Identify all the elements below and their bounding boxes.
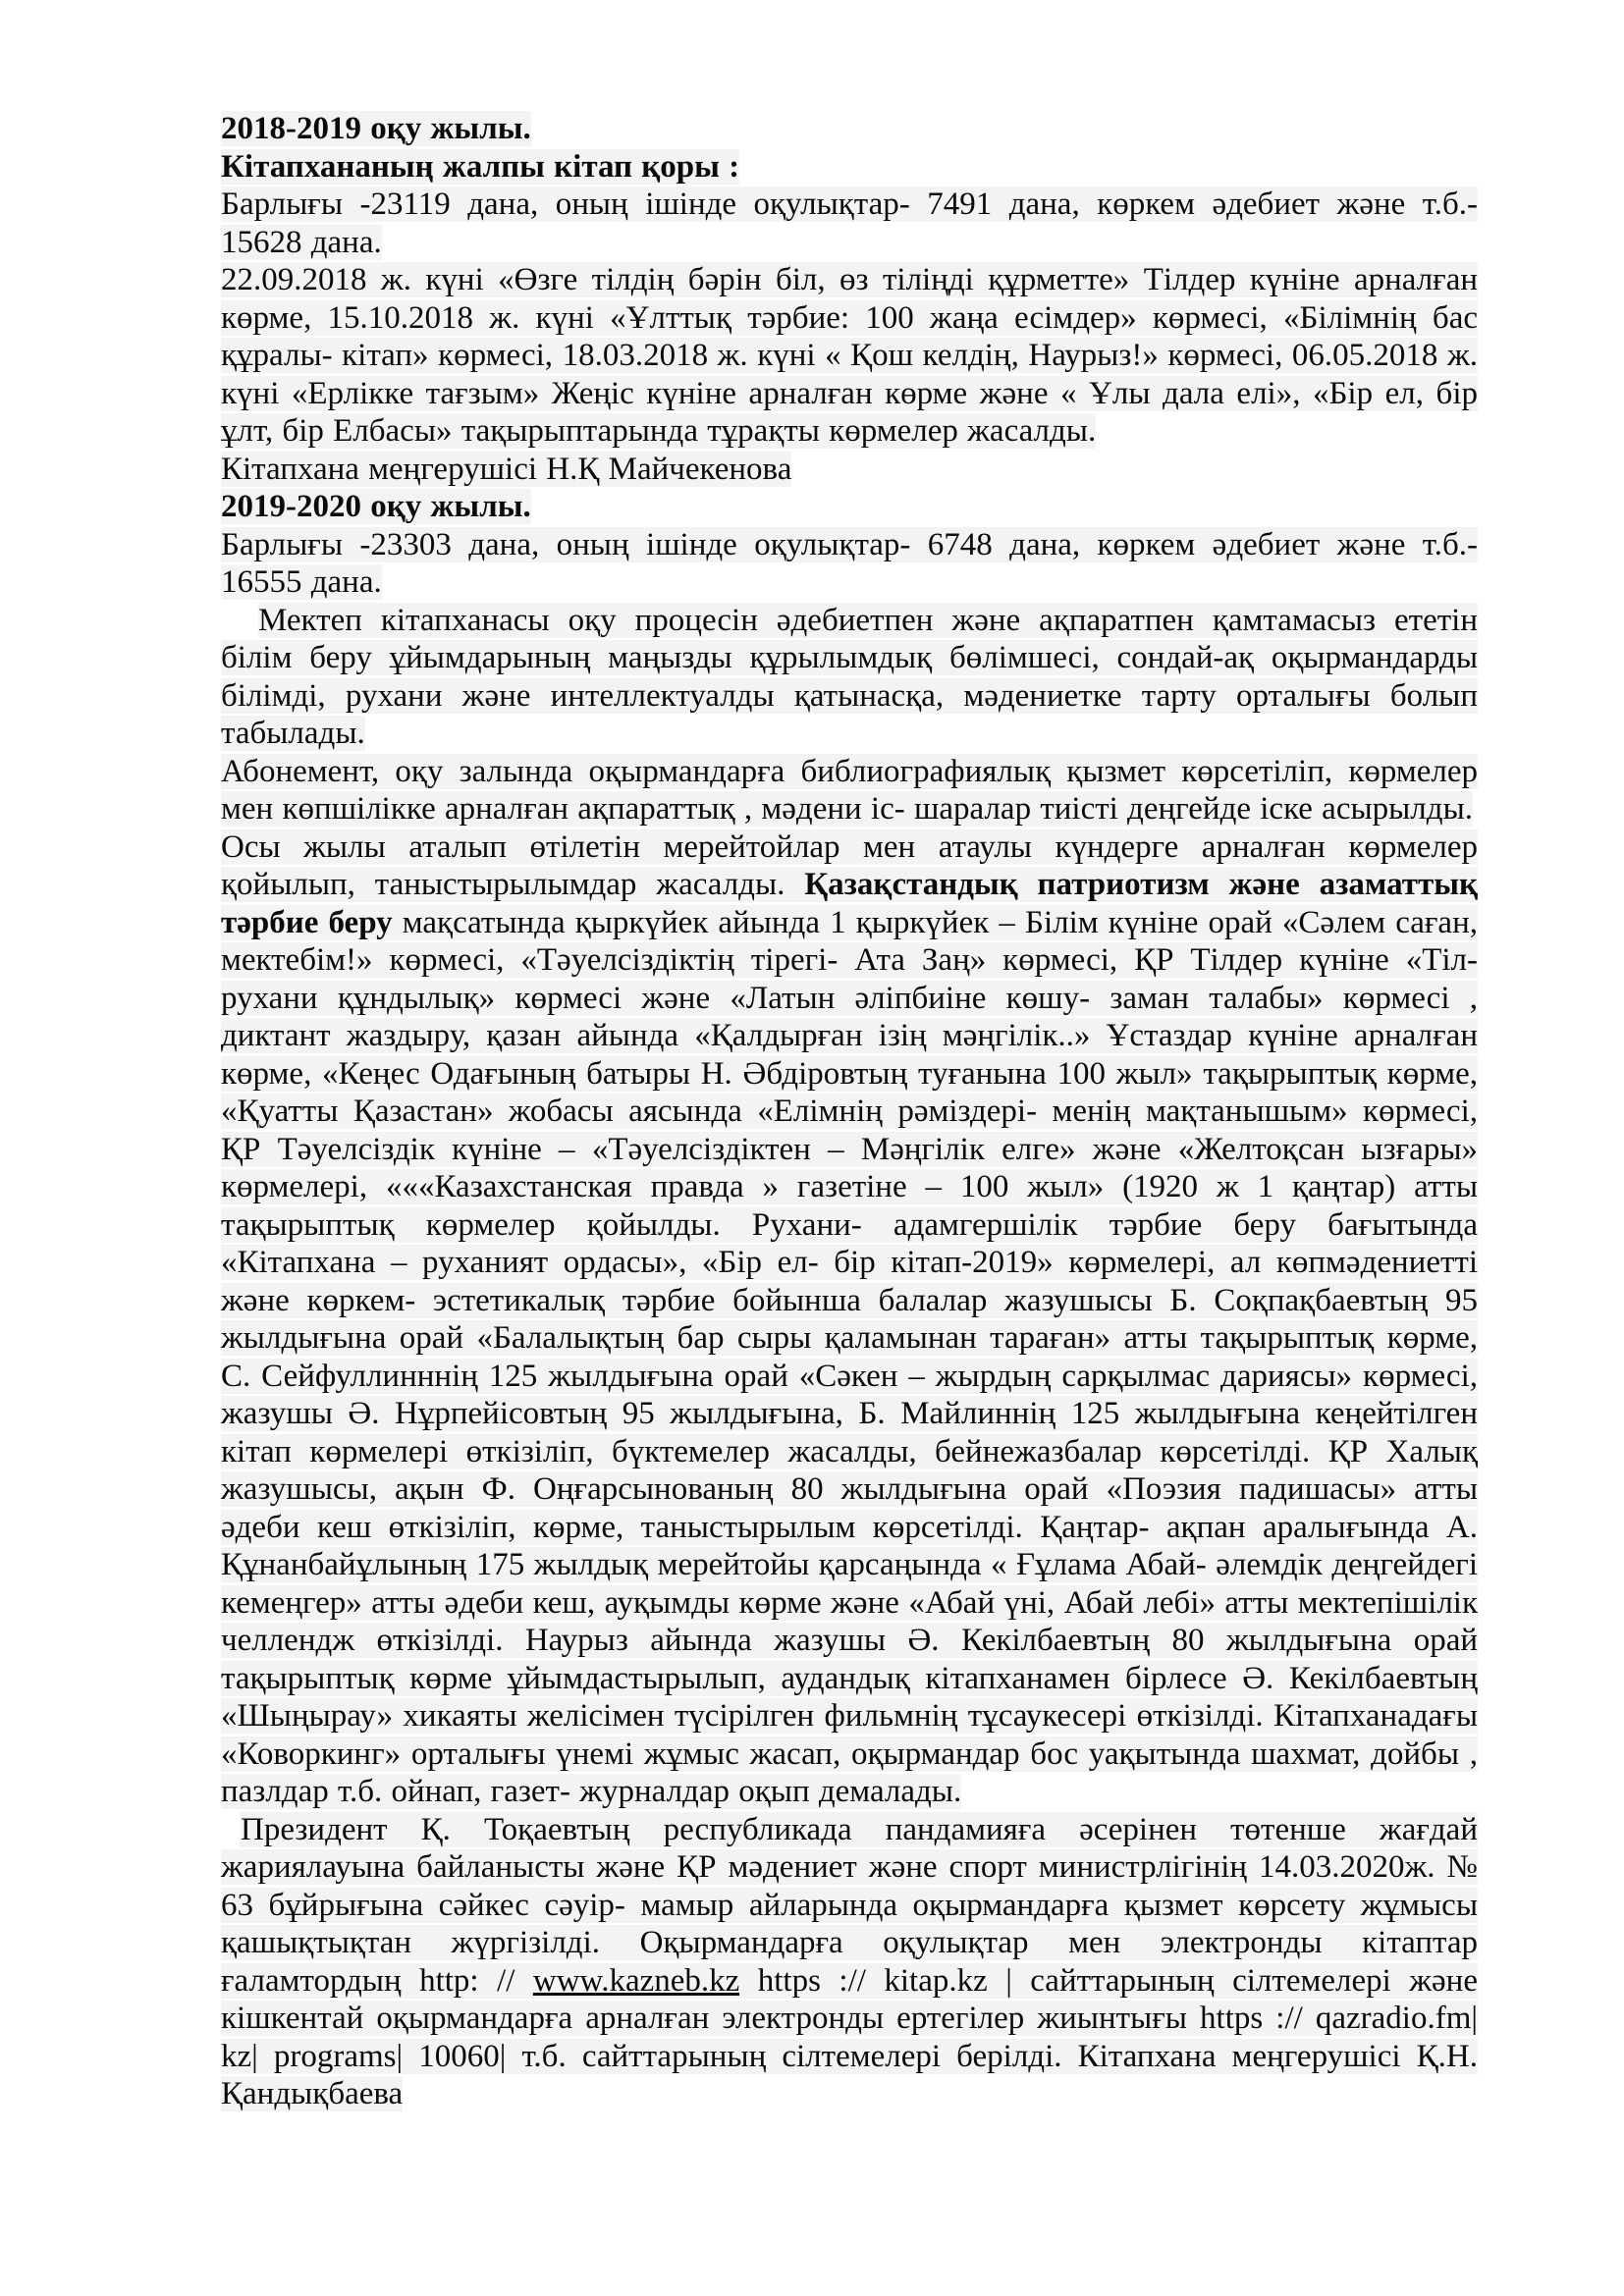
paragraph-librarian-2018 bbox=[221, 451, 1478, 489]
text-run: Президент Қ. Тоқаевтың республикада пандамияға әсерінен төтенше жағдай жариялауына байланысты және ҚР мәдениет және спорт министрлігінің 14.03.2020ж. № 63 бұйрығына сәйкес сәуір- мамыр айларында оқырмандарға қызмет көрсету жұмысы қашықтықтан жүргізілді. Оқырмандарға оқулықтар мен электронды кітаптар ғаламтордың http: // bbox=[221, 1811, 1478, 1999]
bold-patriotism-phrase: Қазақстандық патриотизм және азаматтық тәрбие беру bbox=[221, 867, 1479, 940]
paragraph-pandemic bbox=[221, 1811, 1478, 2113]
heading-text: Кітапхананың жалпы кітап қоры : bbox=[221, 148, 740, 185]
paragraph-fund-2018 bbox=[221, 186, 1478, 261]
text-run: Мектеп кітапханасы оқу процесін әдебиетпен және ақпаратпен қамтамасыз ететін білім беру ұйымдарының маңызды құрылымдық бөлімшесі, сондай-ақ оқырмандарды білімді, рухани және интеллектуалды қатынасқа, мәдениетке тарту орталығы болып табылады. bbox=[221, 602, 1478, 751]
text-run: Осы жылы аталып өтілетін мерейтойлар мен атаулы күндерге арналған көрмелер қойылып, таныстырылымдар жасалды. bbox=[221, 828, 1478, 902]
heading-book-fund-title bbox=[221, 148, 1478, 187]
text-run: 22.09.2018 ж. күні «Өзге тілдің бәрін біл, өз тіліңді құрметте» Тілдер күніне арналған көрме, 15.10.2018 ж. күні «Ұлттық тәрбие: 100 жаңа есімдер» көрмесі, «Білімнің бас құралы- кітап» көрмесі, 18.03.2018 ж. күні « Қош келдің, Наурыз!» көрмесі, 06.05.2018 ж. күні «Ерлікке тағзым» Жеңіс күніне арналған көрме және « Ұлы дала елі», «Бір ел, бір ұлт, бір Елбасы» тақырыптарында тұрақты көрмелер жасалды. bbox=[221, 262, 1478, 449]
kazneb-url-link[interactable]: www.kazneb.kz bbox=[532, 1962, 740, 1999]
text-run: мақсатында қыркүйек айында 1 қыркүйек – Білім күніне орай «Сәлем саған, мектебім!» көрмесі, «Тәуелсіздіктің тірегі- Ата Заң» көрмесі, ҚР Тілдер күніне «Тіл- рухани құндылық» көрмесі және «Латын әліпбиіне көшу- заман талабы» көрмесі , диктант жаздыру, қазан айында «Қалдырған ізің мәңгілік..» Ұстаздар күніне арналған көрме, «Кеңес Одағының батыры Н. Әбдіровтың туғанына 100 жыл» тақырыптық көрме, «Қуатты Қазастан» жобасы аясында «Елімнің рәміздері- менің мақтанышым» көрмесі, ҚР Тәуелсіздік күніне – «Тәуелсіздіктен – Мәңгілік елге» және «Желтоқсан ызғары» көрмелері, «««Казахстанская правда » газетіне – 100 жыл» (1920 ж 1 қаңтар) атты тақырыптық көрмелер қойылды. Рухани- адамгершілік тәрбие беру бағытында «Кітапхана – руханият ордасы», «Бір ел- бір кітап-2019» көрмелері, ал көпмәдениетті және көркем- эстетикалық тәрбие бойынша балалар жазушысы Б. Соқпақбаевтың 95 жылдығына орай «Балалықтың бар сыры қаламынан тараған» атты тақырыптық көрме, С. Сейфуллинннің 125 жылдығына орай «Сәкен – жырдың сарқылмас дариясы» көрмесі, жазушы Ә. Нұрпейісовтың 95 жылдығына, Б. Майлиннің 125 жылдығына кеңейтілген кітап көрмелері өткізіліп, бүктемелер жасалды, бейнежазбалар көрсетілді. ҚР Халық жазушысы, ақын Ф. Оңғарсынованың 80 жылдығына орай «Поэзия падишасы» атты әдеби кеш өткізіліп, көрме, таныстырылым көрсетілді. Қаңтар- ақпан аралығында А. Құнанбайұлының 175 жылдық мерейтойы қарсаңында « Ғұлама Абай- әлемдік деңгейдегі кемеңгер» атты әдеби кеш, ауқымды көрме және «Абай үні, Абай лебі» атты мектепішілік челлендж өткізілді. Наурыз айында жазушы Ә. Кекілбаевтың 80 жылдығына орай тақырыптық көрме ұйымдастырылып, аудандық кітапханамен бірлесе Ә. Кекілбаевтың «Шыңырау» хикаяты желісімен түсірілген фильмнің тұсаукесері өткізілді. Кітапханадағы «Коворкинг» орталығы үнемі жұмыс жасап, оқырмандар бос уақытында шахмат, дойбы , пазлдар т.б. ойнап, газет- журналдар оқып демалады. bbox=[221, 904, 1478, 1809]
paragraph-subscription bbox=[221, 753, 1478, 828]
text-run: Абонемент, оқу залында оқырмандарға библиографиялық қызмет көрсетіліп, көрмелер мен көпшілікке арналған ақпараттық , мәдени іс- шаралар тиісті деңгейде іске асырылды. bbox=[221, 753, 1478, 827]
heading-school-year-2019 bbox=[221, 488, 1478, 526]
paragraph-exhibitions-2018 bbox=[221, 261, 1478, 451]
paragraph-events bbox=[221, 828, 1478, 1811]
text-run: https :// kitap.kz | сайттарының сілтемелері және кішкентай оқырмандарға арналған электронды ертегілер жиынтығы https :// qazradio.fm| kz| programs| 10060| т.б. сайттарының сілтемелері берілді. Кітапхана меңгерушісі Қ.Н. Қандықбаева bbox=[221, 1962, 1478, 2111]
heading-text: 2018-2019 оқу жылы. bbox=[221, 111, 531, 146]
paragraph-library-role bbox=[221, 602, 1478, 753]
text-run: Кітапхана меңгерушісі Н.Қ Майчекенова bbox=[221, 451, 792, 487]
text-run: Барлығы -23119 дана, оның ішінде оқулықтар- 7491 дана, көркем әдебиет және т.б.- 15628 дана. bbox=[221, 187, 1478, 260]
heading-text: 2019-2020 оқу жылы. bbox=[221, 489, 531, 524]
text-run: Барлығы -23303 дана, оның ішінде оқулықтар- 6748 дана, көркем әдебиет және т.б.- 16555 дана. bbox=[221, 526, 1478, 600]
heading-school-year-2018 bbox=[221, 110, 1478, 148]
paragraph-fund-2019 bbox=[221, 526, 1478, 602]
